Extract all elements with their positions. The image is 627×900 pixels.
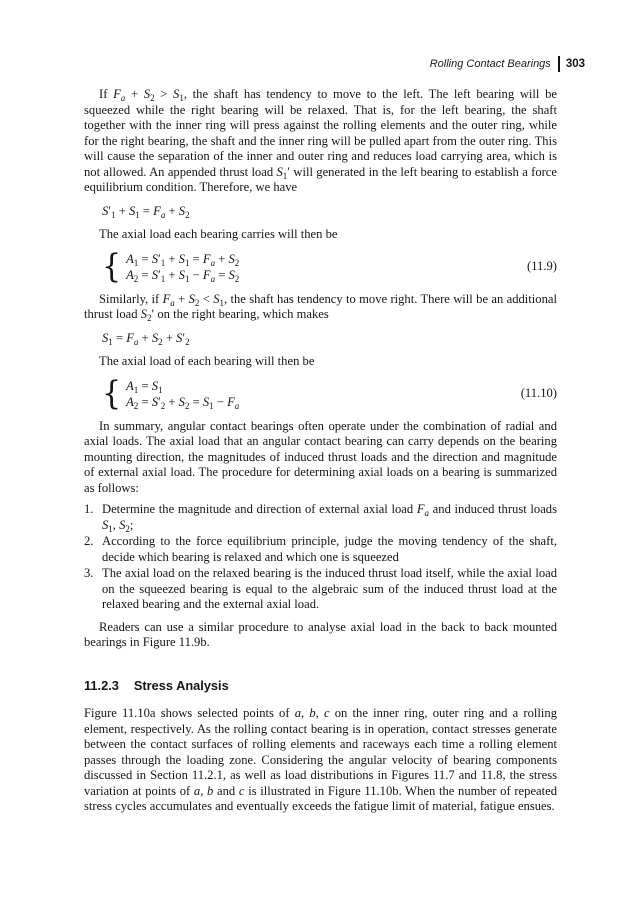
list-item-number: 2.	[84, 534, 94, 548]
equation-line: $A_2 = S'_2 + S_2 = S_1 - F_a$	[126, 395, 240, 411]
section-title: Stress Analysis	[133, 677, 229, 693]
list-item	[84, 502, 557, 533]
running-head	[430, 56, 585, 72]
page-content	[84, 87, 557, 815]
equation-11-9	[84, 247, 557, 286]
paragraph-summary: In summary, angular contact bearings often operate under the combination of radial and axial loads. The axial load that an angular contact bearing can carry depends on the bearing mounting direction, the magnitudes of induced thrust loads and the direction and magnitude of external axial load. The procedure for determining axial loads on a bearing is summarized as follows:	[84, 418, 557, 495]
section-heading	[84, 678, 557, 694]
case-lines	[126, 251, 239, 284]
case-lines	[126, 378, 239, 411]
paragraph-similarly: Similarly, if $F_a + S_2 < S_1$, the shaft has tendency to move right. There will be an additional thrust load $S_2'$ on the right bearing, which makes	[84, 291, 557, 323]
list-item-number: 3.	[84, 566, 94, 580]
section-number: 11.2.3	[84, 677, 119, 693]
procedure-list	[84, 502, 557, 613]
cases-group	[102, 374, 240, 413]
header-divider-rule	[558, 56, 560, 72]
list-item	[84, 534, 557, 565]
paragraph-stress-analysis: Figure 11.10a shows selected points of a, b, c on the inner ring, outer ring and a rolling element, respectively. As the rolling contact bearing is in operation, contact stresses generate between the contact surfaces of rolling elements and raceways each time a rolling element passes through the loading zone. Considering the angular velocity of bearing components discussed in Section 11.2.1, as well as load distributions in Figures 11.7 and 11.8, the stress variation at points of a, b and c is illustrated in Figure 11.10b. When the number of repeated stress cycles accumulates and eventually exceeds the fatigue limit of material, fatigue ensues.	[84, 706, 558, 813]
equation-line: $A_1 = S_1$	[126, 378, 163, 395]
list-item	[84, 566, 557, 613]
equation-11-10	[84, 374, 557, 413]
cases-group	[102, 247, 240, 286]
equation-number: (11.9)	[527, 259, 557, 274]
running-title: Rolling Contact Bearings	[429, 58, 551, 70]
paragraph-axial-load-2: The axial load of each bearing will then be	[99, 354, 315, 368]
equation-number: (11.10)	[520, 386, 557, 401]
left-brace: {	[102, 374, 122, 413]
equation-inline-2: $S_1 = F_a + S_2 + S'_2$	[102, 330, 190, 347]
left-brace: {	[102, 247, 122, 286]
paragraph-readers: Readers can use a similar procedure to analyse axial load in the back to back mounted bearings in Figure 11.9b.	[84, 619, 557, 649]
list-item-text: The axial load on the relaxed bearing is the induced thrust load itself, while the axial load on the squeezed bearing is equal to the algebraic sum of the induced thrust load at the relaxed bearing and the external axial load.	[102, 566, 557, 611]
list-item-text: According to the force equilibrium principle, judge the moving tendency of the shaft, decide which bearing is relaxed and which one is squeezed	[102, 534, 557, 564]
list-item-text: Determine the magnitude and direction of external axial load $F_a$ and induced thrust loads $S_1$, $S_2$;	[102, 502, 557, 534]
equation-inline-1: $S'_1 + S_1 = F_a + S_2$	[102, 203, 190, 220]
page-number: 303	[565, 58, 585, 70]
paragraph-intro: If $F_a + S_2 > S_1$, the shaft has tendency to move to the left. The left bearing will be squeezed while the right bearing will be relaxed. That is, for the left bearing, the shaft together with the inner ring will press against the rolling elements and the outer ring, while for the right bearing, the shaft and the inner ring will be pulled apart from the outer ring. This will cause the separation of the inner and outer ring and reduces load carrying area, which is not allowed. An appended thrust load $S_1'$ will generated in the left bearing to establish a force equilibrium condition. Therefore, we have	[84, 87, 557, 194]
equation-line: $A_2 = S'_1 + S_1 - F_a = S_2$	[126, 268, 240, 284]
paragraph-axial-load-1: The axial load each bearing carries will then be	[99, 227, 338, 241]
list-item-number: 1.	[84, 502, 94, 516]
equation-line: $A_1 = S'_1 + S_1 = F_a + S_2$	[126, 251, 240, 268]
